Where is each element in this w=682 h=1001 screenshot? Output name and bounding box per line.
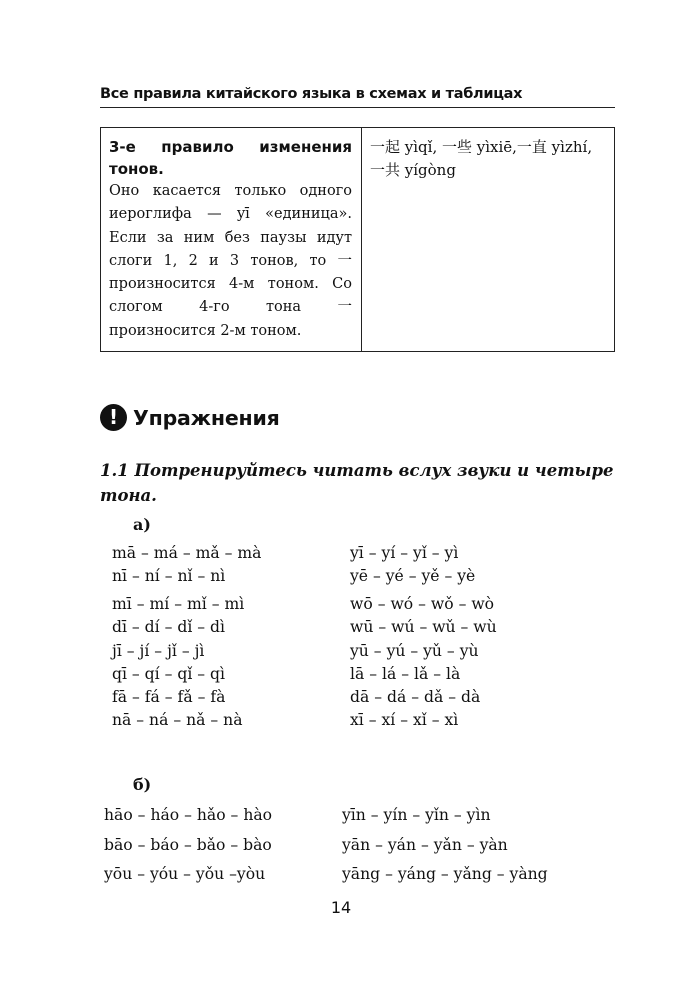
pinyin-line: nā – ná – nǎ – nà (112, 711, 243, 729)
pinyin-line: mī – mí – mǐ – mì (112, 595, 245, 613)
rule-table (100, 127, 615, 352)
pinyin-line: dā – dá – dǎ – dà (350, 688, 481, 706)
pinyin-line: nī – ní – nǐ – nì (112, 567, 226, 585)
pinyin-line: yū – yú – yǔ – yù (350, 642, 479, 660)
pinyin-line: jī – jí – jǐ – jì (112, 642, 205, 660)
pinyin-line: yōu – yóu – yǒu –yòu (104, 865, 266, 883)
pinyin-line: qī – qí – qǐ – qì (112, 665, 226, 683)
rule-examples-cell (362, 128, 615, 352)
running-head: Все правила китайского языка в схемах и таблицах (100, 86, 523, 102)
pinyin-line: xī – xí – xǐ – xì (350, 711, 459, 729)
pinyin-line: fā – fá – fǎ – fà (112, 688, 226, 706)
pinyin-line: lā – lá – lǎ – là (350, 665, 461, 683)
header-divider (100, 107, 615, 108)
pinyin-line: wō – wó – wǒ – wò (350, 595, 495, 613)
section-title: Упражнения (133, 405, 280, 430)
rule-body: Оно касается только одного иероглифа — yī «единица». Если за ним без паузы идут слоги 1, 2 и 3 тонов, то 一 произносится 4-м тоном. Со слогом 4-го тона 一 произносится 2-м тоном. (109, 183, 352, 339)
pinyin-line: yāng – yáng – yǎng – yàng (342, 865, 548, 883)
pinyin-line: yē – yé – yě – yè (350, 567, 476, 585)
part-a-label: а) (133, 515, 151, 534)
pinyin-line: bāo – báo – bǎo – bào (104, 836, 272, 854)
rule-table-row (101, 128, 615, 352)
pinyin-line: hāo – háo – hǎo – hào (104, 806, 273, 824)
pinyin-line: wū – wú – wǔ – wù (350, 618, 497, 636)
rule-title: 3-е правило изменения тонов. (109, 138, 352, 178)
pinyin-line: yīn – yín – yǐn – yìn (342, 806, 491, 824)
rule-examples: 一起 yìqǐ, 一些 yìxiē,一直 yìzhí, 一共 yígòng (370, 138, 593, 179)
pinyin-line: dī – dí – dǐ – dì (112, 618, 226, 636)
page-number: 14 (330, 898, 352, 917)
pinyin-line: mā – má – mǎ – mà (112, 544, 262, 562)
exclamation-icon: ! (100, 404, 127, 431)
section-heading (100, 404, 280, 431)
pinyin-line: yān – yán – yǎn – yàn (342, 836, 508, 854)
rule-description-cell (101, 128, 362, 352)
part-b-label: б) (133, 775, 152, 794)
exercise-title: 1.1 Потренируйтесь читать вслух звуки и четыре тона. (100, 461, 614, 505)
pinyin-line: yī – yí – yǐ – yì (350, 544, 459, 562)
